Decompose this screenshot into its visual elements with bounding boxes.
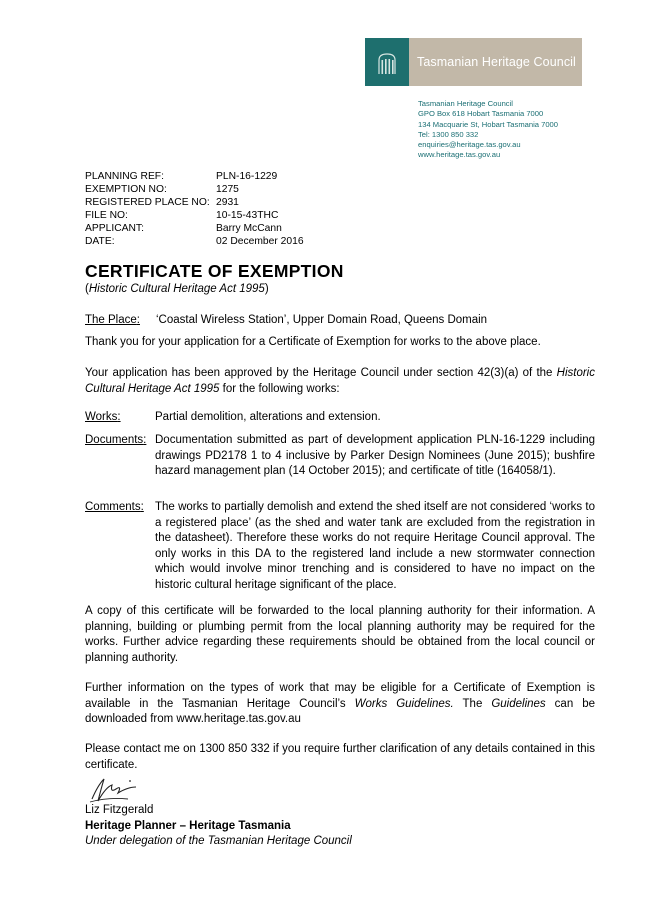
address-line: www.heritage.tas.gov.au: [418, 150, 501, 160]
paren-open: (: [85, 283, 89, 295]
guidelines-word: Guidelines: [491, 697, 546, 710]
signer-block: [85, 803, 352, 850]
documents-colon: :: [143, 434, 147, 446]
documents-label: [85, 433, 155, 480]
columns-logo-icon: [365, 38, 409, 86]
ref-label: DATE:: [85, 236, 115, 247]
works-guidelines: Works Guidelines.: [354, 697, 454, 710]
org-name: Tasmanian Heritage Council: [417, 55, 576, 69]
address-line: Tel: 1300 850 332: [418, 129, 479, 139]
copy-paragraph: A copy of this certificate will be forwarded to the local planning authority for their information. A planning, building or plumbing permit from the local planning authority may be required for the works. Further advice regarding these requirements should be obtained from the local council or planning authority.: [85, 605, 595, 664]
ref-value: PLN-16-1229: [216, 171, 278, 182]
ref-label: PLANNING REF:: [85, 171, 164, 182]
further-text: Further information on the types of work that may be eligible for a Certificate of Exemption is available in the Tasmanian Heritage Council’s: [85, 682, 595, 710]
documents-item: [85, 433, 595, 480]
place-line: [85, 313, 487, 329]
place-value: ‘Coastal Wireless Station’, Upper Domain Road, Queens Domain: [155, 314, 488, 326]
further-text-end: can be downloaded from www.heritage.tas.gov.au: [85, 697, 596, 725]
comments-item: [85, 500, 595, 593]
act-name: Historic Cultural Heritage Act 1995: [88, 283, 265, 295]
ref-row: [85, 196, 304, 209]
paren-close: ): [264, 283, 269, 295]
ref-value: Barry McCann: [216, 223, 282, 234]
ref-row: [85, 170, 304, 183]
document-title: CERTIFICATE OF EXEMPTION: [85, 261, 344, 281]
place-label: [85, 314, 140, 326]
ref-label: REGISTERED PLACE NO:: [85, 197, 210, 208]
comments-label: [85, 500, 155, 593]
signer-role: Heritage Planner – Heritage Tasmania: [85, 819, 291, 832]
address-line: 134 Macquarie St, Hobart Tasmania 7000: [418, 119, 559, 129]
approval-text-end: for the following works:: [219, 382, 340, 395]
approval-act: Historic Cultural Heritage Act 1995: [85, 367, 595, 395]
documents-label-text: Documents: [85, 434, 144, 446]
documents-value: Documentation submitted as part of development application PLN-16-1229 including drawings PD2178 1 to 4 inclusive by Parker Design Nominees (June 2015); bushfire hazard management plan (14 October 2015); and certificate of title (164058/1).: [155, 434, 595, 477]
place-colon: :: [136, 314, 140, 326]
signer-name: Liz Fitzgerald: [85, 804, 154, 816]
ref-value: 1275: [216, 184, 239, 195]
council-logo: [365, 38, 582, 86]
signer-delegation: Under delegation of the Tasmanian Heritage Council: [85, 835, 352, 847]
works-label-text: Works: [85, 411, 118, 423]
works-item: [85, 410, 595, 426]
address-block: [418, 99, 558, 161]
works-label: [85, 410, 155, 426]
reference-block: [85, 170, 304, 248]
ref-label: EXEMPTION NO:: [85, 184, 167, 195]
works-colon: :: [117, 411, 121, 423]
act-subtitle: [85, 283, 269, 295]
contact-paragraph: Please contact me on 1300 850 332 if you require further clarification of any details contained in this certificate.: [85, 743, 595, 771]
ref-value: 10-15-43THC: [216, 210, 279, 221]
ref-row: [85, 183, 304, 196]
address-line: enquiries@heritage.tas.gov.au: [418, 140, 521, 150]
comments-colon: :: [140, 501, 144, 513]
ref-row: [85, 222, 304, 235]
place-label-text: The Place: [85, 314, 137, 326]
further-info-paragraph: [85, 681, 595, 728]
approval-paragraph: [85, 366, 595, 397]
comments-value: The works to partially demolish and extend the shed itself are not considered ‘works to a registered place’ (as the shed and water tank are excluded from the registration in the datasheet). Therefore these works do not require Heritage Council approval. The only works in this DA to the registered land include a new stormwater connection which would involve minor trenching and is considered to have no impact on the historic cultural heritage significant of the place.: [155, 501, 595, 591]
ref-row: [85, 209, 304, 222]
address-line: GPO Box 618 Hobart Tasmania 7000: [418, 109, 544, 119]
approval-text: Your application has been approved by the Heritage Council under section 42(3)(a) of the: [85, 367, 557, 379]
ref-value: 02 December 2016: [216, 236, 304, 247]
address-line: Tasmanian Heritage Council: [418, 99, 513, 108]
ref-label: APPLICANT:: [85, 223, 144, 234]
further-text-mid: The: [453, 697, 492, 710]
thanks-paragraph: Thank you for your application for a Certificate of Exemption for works to the above place.: [85, 336, 541, 348]
ref-label: FILE NO:: [85, 210, 128, 221]
ref-row: [85, 235, 304, 248]
comments-label-text: Comments: [85, 501, 141, 513]
works-value: Partial demolition, alterations and extension.: [155, 411, 381, 423]
ref-value: 2931: [216, 197, 239, 208]
